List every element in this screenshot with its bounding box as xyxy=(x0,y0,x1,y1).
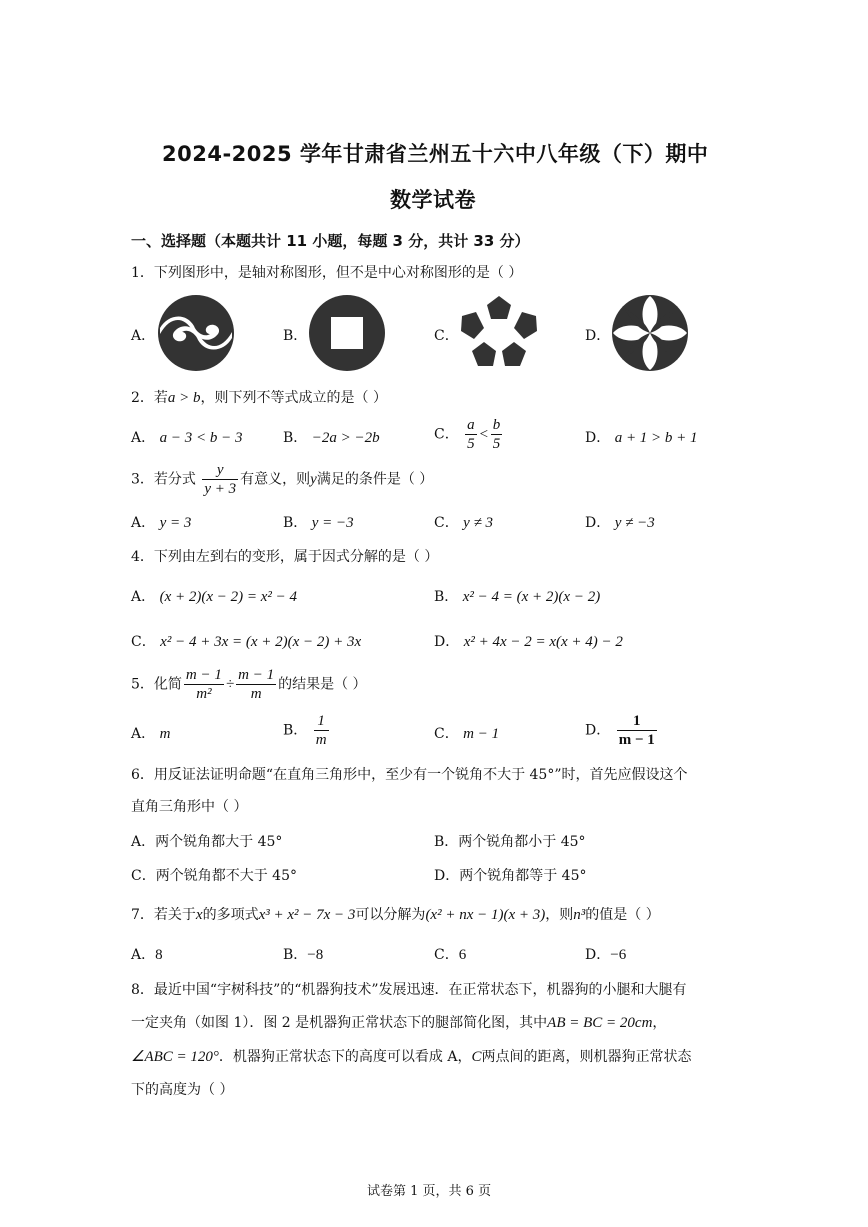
exam-title-line2: 数学试卷 xyxy=(390,188,476,212)
q4-label-a: A． xyxy=(131,589,156,605)
q7-label-c: C． xyxy=(434,947,459,963)
q6-label-c: C． xyxy=(131,868,156,884)
q5-stem-pre: 5．化简 xyxy=(131,676,182,693)
q3-stem-post: 满足的条件是（ ） xyxy=(316,471,434,488)
figure-d-four-petal-circle xyxy=(610,294,690,372)
q2-c-fraction-a xyxy=(465,416,477,453)
figure-b-coin-square-hole xyxy=(307,294,387,372)
q1-label-a: A． xyxy=(131,328,156,344)
q5-label-c: C． xyxy=(434,726,459,742)
q5-b-fraction xyxy=(314,712,329,749)
q7-stem-mid1: 的多项式 xyxy=(202,907,259,923)
question-5-stem xyxy=(131,666,367,703)
q4-option-b xyxy=(434,586,600,606)
q7-stem-pre: 7．若关于 xyxy=(131,907,196,923)
q3-frac-num: y xyxy=(202,461,238,480)
q2-label-d: D． xyxy=(585,430,611,446)
q3-b-value: y = −3 xyxy=(311,515,354,531)
q3-frac-den: y + 3 xyxy=(204,481,237,497)
q3-stem-pre: 3．若分式 xyxy=(131,471,196,488)
q7-var: x xyxy=(195,907,203,923)
q8-line2-post: ， xyxy=(652,1015,667,1031)
q2-c-den-a: 5 xyxy=(467,436,475,452)
q5-b-num: 1 xyxy=(314,712,329,731)
q5-f1-den: m² xyxy=(196,686,212,702)
q4-b-value: x² − 4 = (x + 2)(x − 2) xyxy=(462,589,601,605)
q2-c-fraction-b xyxy=(491,416,503,453)
q5-label-d: D． xyxy=(585,722,611,739)
q1-label-b: B． xyxy=(283,328,308,344)
q8-line2-math: AB = BC = 20cm xyxy=(547,1015,653,1031)
q7-stem-mid2: 可以分解为 xyxy=(355,907,426,923)
q2-c-num-b: b xyxy=(492,417,501,433)
q4-label-d: D． xyxy=(434,634,460,650)
page-footer: 试卷第 1 页，共 6 页 xyxy=(367,1184,492,1199)
q2-d-value: a + 1 > b + 1 xyxy=(614,430,698,446)
q7-option-a xyxy=(131,944,163,964)
q4-d-value: x² + 4x − 2 = x(x + 4) − 2 xyxy=(463,634,623,650)
q2-label-c: C． xyxy=(434,426,459,443)
q2-option-a xyxy=(131,427,242,447)
q4-option-d xyxy=(434,631,623,651)
q2-c-operator: < xyxy=(478,426,489,443)
q6-a-value: 两个锐角都大于 45° xyxy=(155,834,283,850)
q2-b-value: −2a > −2b xyxy=(311,430,380,446)
q7-label-d: D． xyxy=(585,947,611,963)
question-8-line4: 下的高度为（ ） xyxy=(131,1082,234,1098)
exam-title-line1: 2024-2025 学年甘肃省兰州五十六中八年级（下）期中 xyxy=(162,142,709,166)
q6-option-b xyxy=(434,831,586,851)
question-2-stem xyxy=(131,387,387,407)
q5-f2-num: m − 1 xyxy=(238,667,275,683)
q7-stem-mid3: ，则 xyxy=(545,907,574,923)
q5-option-c xyxy=(434,723,499,743)
q5-f2-den: m xyxy=(250,686,262,702)
q5-divide-operator: ÷ xyxy=(225,676,235,693)
q5-d-fraction xyxy=(617,712,657,749)
q7-b-value: −8 xyxy=(307,947,324,963)
q5-f1-num: m − 1 xyxy=(185,667,222,683)
q2-stem-pre: 2．若 xyxy=(131,390,168,406)
q2-option-b xyxy=(283,427,380,447)
question-4-stem: 4．下列由左到右的变形，属于因式分解的是（ ） xyxy=(131,549,439,565)
q2-label-b: B． xyxy=(283,430,308,446)
question-3-stem xyxy=(131,461,433,498)
q5-c-value: m − 1 xyxy=(463,726,500,742)
q7-factorization: (x² + nx − 1)(x + 3) xyxy=(425,907,546,923)
q3-a-value: y = 3 xyxy=(159,515,192,531)
q2-c-den-b: 5 xyxy=(492,436,501,452)
q2-option-c xyxy=(434,416,504,453)
q5-fraction-2 xyxy=(236,666,276,703)
q6-b-value: 两个锐角都小于 45° xyxy=(458,834,586,850)
q7-c-value: 6 xyxy=(458,947,467,963)
q2-a-value: a − 3 < b − 3 xyxy=(159,430,243,446)
question-6-line2: 直角三角形中（ ） xyxy=(131,799,248,815)
question-7-stem xyxy=(131,904,660,924)
q5-a-value: m xyxy=(159,726,171,742)
q4-label-c: C． xyxy=(131,634,156,650)
figure-c-five-pentagons xyxy=(458,294,540,372)
q7-label-b: B． xyxy=(283,947,308,963)
q3-option-a xyxy=(131,512,191,532)
q2-label-a: A． xyxy=(131,430,156,446)
question-8-line2 xyxy=(131,1012,666,1032)
q6-label-b: B． xyxy=(434,834,459,850)
q6-option-d xyxy=(434,865,587,885)
q3-label-b: B． xyxy=(283,515,308,531)
q6-c-value: 两个锐角都不大于 45° xyxy=(155,868,297,884)
q2-condition: a > b xyxy=(167,390,201,406)
question-8-line1: 8．最近中国“宇树科技”的“机器狗技术”发展迅速．在正常状态下，机器狗的小腿和大腿有 xyxy=(131,982,687,998)
q8-line3-c: C xyxy=(471,1049,482,1065)
q8-line3-math: ∠ABC = 120° xyxy=(131,1049,219,1065)
q2-stem-post: ，则下列不等式成立的是（ ） xyxy=(200,390,387,406)
q2-option-d xyxy=(585,427,698,447)
q4-option-a xyxy=(131,586,297,606)
q3-label-c: C． xyxy=(434,515,459,531)
q3-option-b xyxy=(283,512,354,532)
q7-a-value: 8 xyxy=(155,947,163,963)
q5-stem-post: 的结果是（ ） xyxy=(278,676,367,693)
q2-c-num-a: a xyxy=(467,417,475,433)
q3-d-value: y ≠ −3 xyxy=(614,515,655,531)
q4-c-value: x² − 4 + 3x = (x + 2)(x − 2) + 3x xyxy=(160,634,362,650)
q5-label-b: B． xyxy=(283,722,308,739)
q5-label-a: A． xyxy=(131,726,156,742)
question-1-stem: 1．下列图形中，是轴对称图形，但不是中心对称图形的是（ ） xyxy=(131,265,523,281)
q5-option-a xyxy=(131,723,170,743)
q7-target: n³ xyxy=(573,907,586,923)
q4-label-b: B． xyxy=(434,589,459,605)
question-6-line1: 6．用反证法证明命题“在直角三角形中，至少有一个锐角不大于 45°”时，首先应假设这个 xyxy=(131,767,688,783)
q5-d-num: 1 xyxy=(617,712,657,731)
q3-option-c xyxy=(434,512,493,532)
q7-d-value: −6 xyxy=(610,947,627,963)
q7-option-b xyxy=(283,944,323,964)
q3-c-value: y ≠ 3 xyxy=(463,515,494,531)
q3-fraction xyxy=(202,461,238,498)
q7-option-d xyxy=(585,944,626,964)
q1-label-d: D． xyxy=(585,328,611,344)
section-heading: 一、选择题（本题共计 11 小题，每题 3 分，共计 33 分） xyxy=(131,232,530,250)
q5-d-den: m − 1 xyxy=(618,732,655,748)
q6-option-c xyxy=(131,865,297,885)
q6-option-a xyxy=(131,831,282,851)
q6-d-value: 两个锐角都等于 45° xyxy=(459,868,587,884)
q4-a-value: (x + 2)(x − 2) = x² − 4 xyxy=(159,589,298,605)
q8-line3-mid: ．机器狗正常状态下的高度可以看成 A， xyxy=(218,1049,472,1065)
q5-b-den: m xyxy=(315,732,327,748)
q4-option-c xyxy=(131,631,361,651)
q5-option-d xyxy=(585,712,659,749)
q8-line3-post: 两点间的距离，则机器狗正常状态 xyxy=(481,1049,692,1065)
q7-option-c xyxy=(434,944,466,964)
q3-var: y xyxy=(310,471,317,488)
q5-fraction-1 xyxy=(184,666,224,703)
q5-option-b xyxy=(283,712,331,749)
q7-label-a: A． xyxy=(131,947,156,963)
question-8-line3 xyxy=(131,1046,691,1066)
q6-label-d: D． xyxy=(434,868,460,884)
q8-line2-pre: 一定夹角（如图 1）．图 2 是机器狗正常状态下的腿部简化图，其中 xyxy=(131,1015,548,1031)
q1-label-c: C． xyxy=(434,328,459,344)
q3-label-d: D． xyxy=(585,515,611,531)
q3-option-d xyxy=(585,512,655,532)
q3-stem-mid: 有意义，则 xyxy=(240,471,311,488)
q7-stem-post: 的值是（ ） xyxy=(585,907,660,923)
q6-label-a: A． xyxy=(131,834,156,850)
q3-label-a: A． xyxy=(131,515,156,531)
figure-a-swirl-circle xyxy=(156,294,236,372)
q7-polynomial: x³ + x² − 7x − 3 xyxy=(258,907,356,923)
